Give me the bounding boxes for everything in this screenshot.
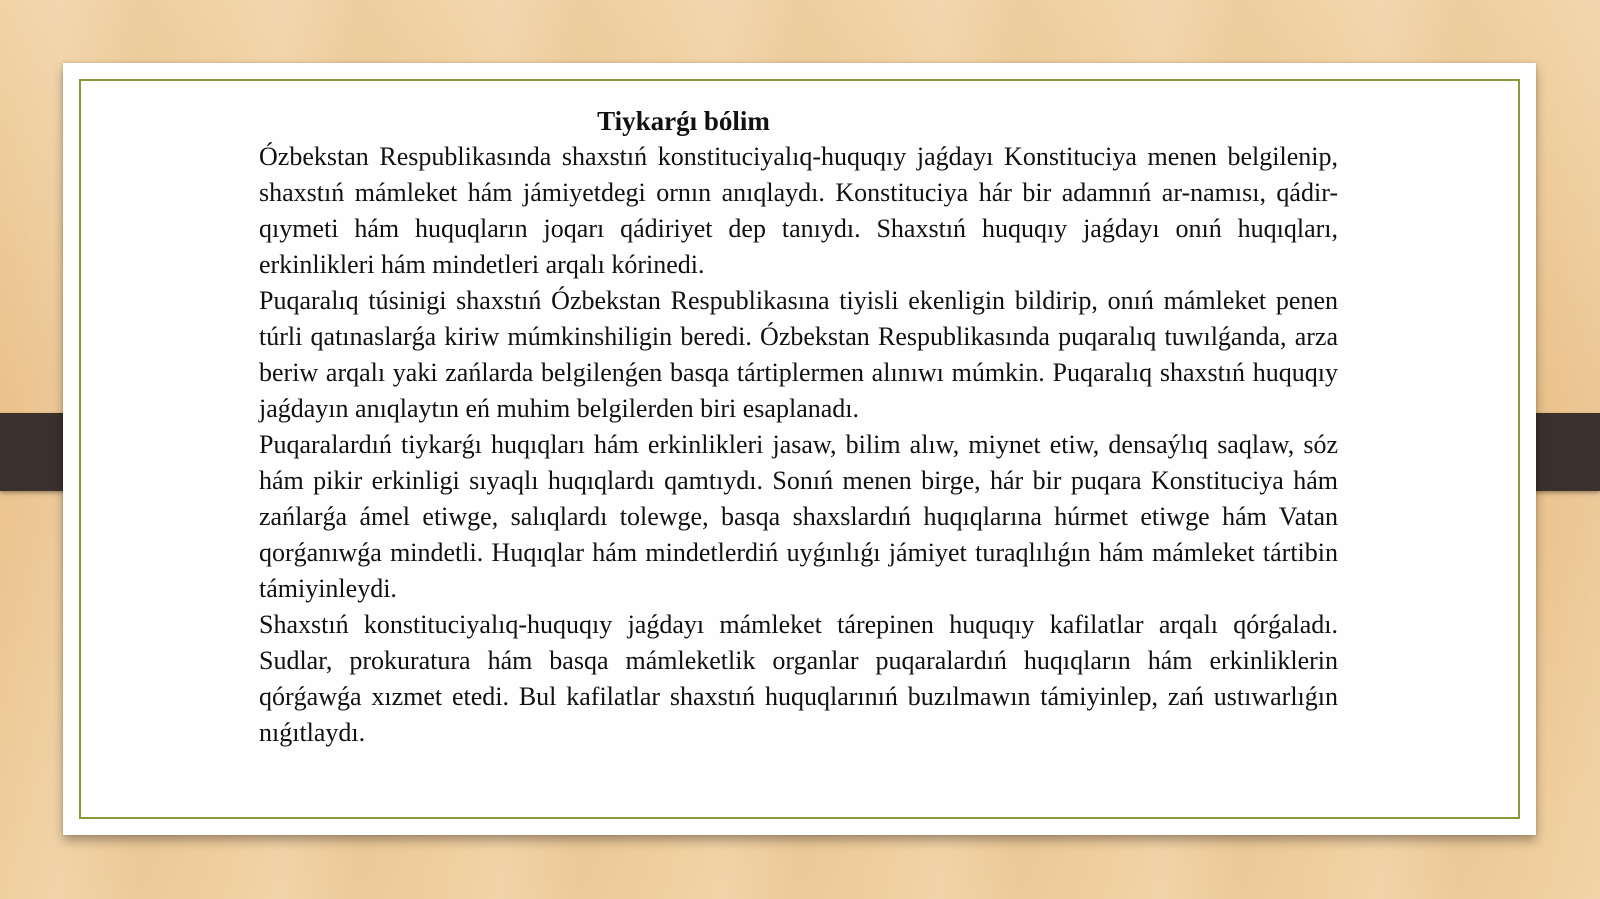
slide-card xyxy=(63,63,1536,835)
paragraph-citizenship: Puqaralıq túsinigi shaxstıń Ózbekstan Respublikasına tiyisli ekenligin bildirip, onıń mámleket penen túrli qatınaslarǵa kiriw múmkinshiligin beredi. Ózbekstan Respublikasında puqaralıq tuwılǵanda, arza beriw arqalı yaki zańlarda belgilenǵen basqa tártiplermen alınıwı múmkin. Puqaralıq shaxstıń huquqıy jaǵdayın anıqlaytın eń muhim belgilerden biri esaplanadı. xyxy=(259,286,1338,423)
paragraph-rights-and-duties: Puqaralardıń tiykarǵı huqıqları hám erkinlikleri jasaw, bilim alıw, miynet etiw, densaýlıq saqlaw, sóz hám pikir erkinligi sıyaqlı huqıqlardı qamtıydı. Sonıń menen birge, hár bir puqara Konstituciya hám zańlarǵa ámel etiwge, salıqlardı tolewge, basqa shaxslardıń huqıqlarına húrmet etiwge hám Vatan qorǵanıwǵa mindetli. Huqıqlar hám mindetlerdiń uyǵınlıǵı jámiyet turaqlılıǵın hám mámleket tártibin támiyinleydi. xyxy=(259,430,1338,603)
paragraph-legal-guarantees: Shaxstıń konstituciyalıq-huquqıy jaǵdayı mámleket tárepinen huquqıy kafilatlar arqalı qórǵaladı. Sudlar, prokuratura hám basqa mámleketlik organlar puqaralardıń huqıqların hám erkinliklerin qórǵawǵa xızmet etedi. Bul kafilatlar shaxstıń huquqlarınıń buzılmawın támiyinlep, zań ustıwarlıǵın nıǵıtlaydı. xyxy=(259,610,1338,747)
section-title: Tiykarǵı bólim xyxy=(597,106,770,136)
paragraph-constitutional-status: Ózbekstan Respublikasında shaxstıń konstituciyalıq-huquqıy jaǵdayı Konstituciya menen belgilenip, shaxstıń mámleket hám jámiyetdegi ornın anıqlaydı. Konstituciya hár bir adamnıń ar-namısı, qádir-qıymeti hám huquqların joqarı qádiriyet dep tanıydı. Shaxstıń huquqıy jaǵdayı onıń huqıqları, erkinlikleri hám mindetleri arqalı kórinedi. xyxy=(259,142,1338,279)
slide-content xyxy=(259,103,1338,751)
